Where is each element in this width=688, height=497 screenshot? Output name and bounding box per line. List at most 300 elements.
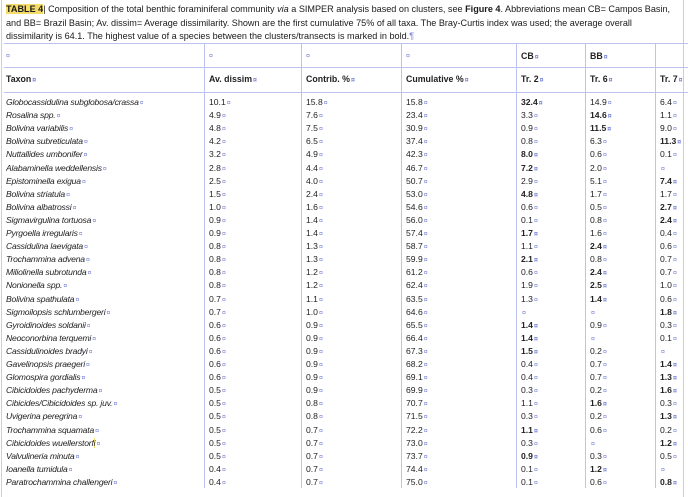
value-cell-cum: 58.7¤ <box>406 241 428 252</box>
value-cell-contrib: 0.7¤ <box>306 437 323 448</box>
value-cell-cum: 59.9¤ <box>406 254 428 265</box>
value-cell-tr2: 1.9¤ <box>521 280 538 291</box>
value-cell-tr2: 7.2¤ <box>521 162 538 173</box>
value-cell-tr7: 0.5¤ <box>660 450 677 461</box>
value-cell-cum: 64.6¤ <box>406 306 428 317</box>
cell-marker-icon: ¤ <box>106 309 111 317</box>
value-cell-tr7: 1.1¤ <box>660 110 677 121</box>
cell-marker-icon: ¤ <box>423 427 428 435</box>
cell-marker-icon: ¤ <box>221 466 226 474</box>
cell-marker-icon: ¤ <box>221 165 226 173</box>
cell-marker-icon: ¤ <box>221 375 226 383</box>
value-cell-tr7: 1.7¤ <box>660 188 677 199</box>
value-cell-dissim: 0.5¤ <box>209 411 226 422</box>
cell-marker-icon: ¤ <box>221 322 226 330</box>
cell-marker-icon: ¤ <box>607 126 612 134</box>
value-cell-contrib: 4.9¤ <box>306 149 323 160</box>
cell-marker-icon: ¤ <box>608 77 613 84</box>
cell-marker-icon: ¤ <box>318 414 323 422</box>
value-cell-cum: 65.5¤ <box>406 319 428 330</box>
value-cell-cum: 53.0¤ <box>406 188 428 199</box>
taxon-cell: Paratrochammina challengeri¤ <box>6 476 118 487</box>
cell-marker-icon: ¤ <box>95 427 99 435</box>
highlight-mark: i <box>93 437 96 448</box>
cell-marker-icon: ¤ <box>602 231 607 238</box>
value-cell-contrib: 0.9¤ <box>306 385 323 396</box>
cell-marker-icon: ¤ <box>92 335 96 343</box>
value-cell-contrib: 0.7¤ <box>306 463 323 474</box>
value-cell-contrib: 6.5¤ <box>306 136 323 147</box>
value-cell-tr2: 4.8¤ <box>521 188 538 199</box>
value-cell-contrib: 0.7¤ <box>306 476 323 487</box>
value-cell-tr2: 0.1¤ <box>521 463 538 474</box>
cell-marker-icon: ¤ <box>63 283 67 291</box>
value-cell-contrib: 4.0¤ <box>306 175 323 186</box>
taxon-cell: Miliolinella subrotunda¤ <box>6 267 92 278</box>
cell-marker-icon: ¤ <box>533 191 538 199</box>
value-cell-cum: 72.2¤ <box>406 424 428 435</box>
cell-marker-icon: ¤ <box>672 204 677 212</box>
cell-marker-icon: ¤ <box>533 204 538 212</box>
cell-marker-icon: ¤ <box>318 244 323 252</box>
value-cell-cum: 61.2¤ <box>406 267 428 278</box>
value-cell-tr7: 0.7¤ <box>660 254 677 265</box>
cell-marker-icon: ¤ <box>672 270 677 278</box>
taxon-cell: Cibicides/Cibicidoides sp. juv.¤ <box>6 398 118 409</box>
value-cell-tr7: 1.2¤ <box>660 437 677 448</box>
cell-marker-icon: ¤ <box>318 139 323 147</box>
cell-marker-icon: ¤ <box>423 466 428 474</box>
cell-marker-icon: ¤ <box>306 53 310 60</box>
cell-marker-icon: ¤ <box>318 479 323 487</box>
value-cell-contrib: 1.4¤ <box>306 228 323 238</box>
cell-marker-icon: ¤ <box>318 466 323 474</box>
cell-marker-icon: ¤ <box>221 204 226 212</box>
taxon-cell: Sigmavirgulina tortuosa¤ <box>6 214 96 225</box>
cell-marker-icon: ¤ <box>78 231 83 238</box>
taxon-cell: Pyrgoella irregularis¤ <box>6 228 83 238</box>
value-cell-dissim: 0.4¤ <box>209 476 226 487</box>
value-cell-contrib: 1.0¤ <box>306 306 323 317</box>
cell-marker-icon: ¤ <box>602 152 607 160</box>
taxon-cell: Cassidulina laevigata¤ <box>6 241 88 252</box>
cell-marker-icon: ¤ <box>423 388 428 396</box>
cell-marker-icon: ¤ <box>423 113 428 121</box>
taxon-cell: Bolivina subreticulata¤ <box>6 136 88 147</box>
table-label: TABLE 4 <box>6 4 44 14</box>
value-cell-cum: 70.7¤ <box>406 398 428 409</box>
value-cell-dissim: 0.5¤ <box>209 424 226 435</box>
cell-marker-icon: ¤ <box>533 414 538 422</box>
cell-marker-icon: ¤ <box>672 152 677 160</box>
value-cell-tr7 <box>660 464 665 476</box>
cell-marker-icon: ¤ <box>221 191 226 199</box>
value-cell-dissim: 0.8¤ <box>209 267 226 278</box>
cell-marker-icon: ¤ <box>602 283 607 291</box>
cell-marker-icon: ¤ <box>81 178 86 186</box>
cell-marker-icon: ¤ <box>318 335 323 343</box>
value-cell-contrib: 1.2¤ <box>306 267 323 278</box>
value-cell-dissim: 10.1¤ <box>209 97 231 107</box>
cell-marker-icon: ¤ <box>318 165 323 173</box>
cell-marker-icon: ¤ <box>84 244 88 252</box>
cell-marker-icon: ¤ <box>533 126 538 134</box>
group-header-bb: BB¤ <box>590 51 608 61</box>
cell-marker-icon: ¤ <box>96 440 101 448</box>
value-cell-tr2: 0.1¤ <box>521 476 538 487</box>
value-cell-tr6 <box>590 307 595 319</box>
cell-marker-icon: ¤ <box>672 309 677 317</box>
cell-marker-icon: ¤ <box>221 440 226 448</box>
cell-marker-icon: ¤ <box>318 322 323 330</box>
cell-marker-icon: ¤ <box>672 335 677 343</box>
value-cell-tr7: 9.0¤ <box>660 123 677 134</box>
cell-marker-icon: ¤ <box>423 100 428 107</box>
caption-text-3: . Abbreviations mean CB= Campos Basin, and BB= Brazil Basin; Av. dissim= Average dissimilarity. Shown are the first cumulative 75% of all taxa. The Bray-Curtis index was used; the average overall dissimilarity is 64.1. The highest value of a species between the clusters/transects is marked in bold. <box>6 4 671 41</box>
cell-marker-icon: ¤ <box>602 414 607 422</box>
cell-marker-icon: ¤ <box>83 152 88 160</box>
value-cell-contrib: 7.6¤ <box>306 110 323 121</box>
cell-marker-icon: ¤ <box>318 453 323 461</box>
cell-marker-icon: ¤ <box>88 348 93 356</box>
value-cell-tr7: 1.3¤ <box>660 411 677 422</box>
value-cell-contrib: 0.9¤ <box>306 332 323 343</box>
cell-marker-icon: ¤ <box>318 362 323 369</box>
value-cell-dissim: 0.9¤ <box>209 214 226 225</box>
taxon-cell: Cibicidoides wuellerstorfi¤ <box>6 437 101 448</box>
cell-marker-icon: ¤ <box>85 362 90 369</box>
taxon-cell: Alabaminella weddellensis¤ <box>6 162 107 173</box>
cell-marker-icon: ¤ <box>323 100 328 107</box>
taxon-cell: Rosalina spp.¤ <box>6 110 61 121</box>
value-cell-tr6: 14.9¤ <box>590 97 612 107</box>
cell-marker-icon: ¤ <box>423 414 428 422</box>
caption-text-2: a SIMPER analysis based on clusters, see <box>288 4 466 14</box>
value-cell-dissim: 0.5¤ <box>209 398 226 409</box>
cell-marker-icon: ¤ <box>661 348 665 356</box>
taxon-cell: Bolivina variabilis¤ <box>6 123 73 134</box>
cell-marker-icon: ¤ <box>672 401 677 409</box>
value-cell-dissim: 0.6¤ <box>209 372 226 383</box>
cell-marker-icon: ¤ <box>221 283 226 291</box>
value-cell-tr6 <box>590 438 595 450</box>
value-cell-tr7: 0.6¤ <box>660 293 677 304</box>
value-cell-cum: 57.4¤ <box>406 228 428 238</box>
cell-marker-icon: ¤ <box>672 100 677 107</box>
cell-marker-icon: ¤ <box>318 126 323 134</box>
value-cell-tr2: 0.3¤ <box>521 411 538 422</box>
value-cell-contrib: 1.6¤ <box>306 201 323 212</box>
cell-marker-icon: ¤ <box>591 440 595 448</box>
value-cell-contrib: 0.9¤ <box>306 372 323 383</box>
cell-marker-icon: ¤ <box>221 270 226 278</box>
value-cell-cum: 67.3¤ <box>406 345 428 356</box>
cell-marker-icon: ¤ <box>672 126 677 134</box>
cell-marker-icon: ¤ <box>318 283 323 291</box>
value-cell-contrib: 7.5¤ <box>306 123 323 134</box>
taxon-cell: Bolivina striatula¤ <box>6 188 70 199</box>
value-cell-tr2: 1.4¤ <box>521 332 538 343</box>
cell-marker-icon: ¤ <box>602 244 607 252</box>
cell-marker-icon: ¤ <box>423 309 428 317</box>
cell-marker-icon: ¤ <box>677 139 682 147</box>
cell-marker-icon: ¤ <box>98 388 103 396</box>
cell-marker-icon: ¤ <box>221 453 226 461</box>
cell-marker-icon: ¤ <box>423 152 428 160</box>
cell-marker-icon: ¤ <box>423 401 428 409</box>
value-cell-tr7: 0.1¤ <box>660 332 677 343</box>
value-cell-tr7: 0.7¤ <box>660 267 677 278</box>
cell-marker-icon: ¤ <box>464 77 469 84</box>
taxon-cell: Gyroidinoides soldanii¤ <box>6 319 91 330</box>
value-cell-cum: 30.9¤ <box>406 123 428 134</box>
cell-marker-icon: ¤ <box>318 113 323 121</box>
value-cell-cum: 62.4¤ <box>406 280 428 291</box>
taxon-cell: Nonionella spp.¤ <box>6 280 67 291</box>
cell-marker-icon: ¤ <box>318 348 323 356</box>
value-cell-tr6: 2.4¤ <box>590 267 607 278</box>
cell-marker-icon: ¤ <box>607 113 612 121</box>
value-cell-contrib: 0.9¤ <box>306 359 323 369</box>
value-cell-tr7: 0.6¤ <box>660 241 677 252</box>
cell-marker-icon: ¤ <box>533 178 538 186</box>
value-cell-tr6: 2.0¤ <box>590 162 607 173</box>
cell-marker-icon: ¤ <box>221 427 226 435</box>
cell-marker-icon: ¤ <box>661 466 665 474</box>
value-cell-dissim: 4.9¤ <box>209 110 226 121</box>
value-cell-tr7: 1.6¤ <box>660 385 677 396</box>
taxon-cell: Nuttallides umbonifer¤ <box>6 149 88 160</box>
value-cell-contrib: 1.1¤ <box>306 293 323 304</box>
value-cell-tr6: 0.7¤ <box>590 372 607 383</box>
cell-marker-icon: ¤ <box>65 191 70 199</box>
value-cell-dissim: 0.5¤ <box>209 450 226 461</box>
value-cell-tr2: 2.9¤ <box>521 175 538 186</box>
value-cell-contrib: 1.3¤ <box>306 241 323 252</box>
value-cell-dissim: 4.8¤ <box>209 123 226 134</box>
cell-marker-icon: ¤ <box>423 204 428 212</box>
value-cell-dissim: 1.0¤ <box>209 201 226 212</box>
cell-marker-icon: ¤ <box>221 257 226 265</box>
cell-marker-icon: ¤ <box>672 414 677 422</box>
cell-marker-icon: ¤ <box>522 309 526 317</box>
value-cell-cum: 15.8¤ <box>406 97 428 107</box>
value-cell-tr6: 1.4¤ <box>590 293 607 304</box>
value-cell-contrib: 4.4¤ <box>306 162 323 173</box>
cell-marker-icon: ¤ <box>672 322 677 330</box>
taxon-cell: Epistominella exigua¤ <box>6 175 86 186</box>
value-cell-cum: 46.7¤ <box>406 162 428 173</box>
table-column-rule <box>204 43 205 488</box>
value-cell-contrib: 15.8¤ <box>306 97 328 107</box>
cell-marker-icon: ¤ <box>672 113 677 121</box>
cell-marker-icon: ¤ <box>253 77 257 84</box>
value-cell-tr2: 0.9¤ <box>521 123 538 134</box>
cell-marker-icon: ¤ <box>6 53 10 60</box>
value-cell-cum: 42.3¤ <box>406 149 428 160</box>
cell-marker-icon: ¤ <box>602 375 607 383</box>
cell-marker-icon: ¤ <box>602 178 607 186</box>
value-cell-contrib: 0.9¤ <box>306 345 323 356</box>
cell-marker-icon: ¤ <box>406 53 410 60</box>
cell-marker-icon: ¤ <box>318 191 323 199</box>
cell-marker-icon: ¤ <box>318 152 323 160</box>
cell-marker-icon: ¤ <box>538 100 543 107</box>
taxon-cell: Uvigerina peregrina¤ <box>6 411 82 422</box>
cell-marker-icon: ¤ <box>602 296 607 304</box>
cell-marker-icon: ¤ <box>318 270 323 278</box>
value-cell-dissim: 0.6¤ <box>209 345 226 356</box>
cell-marker-icon: ¤ <box>672 178 677 186</box>
cell-marker-icon: ¤ <box>318 388 323 396</box>
value-cell-tr2: 1.1¤ <box>521 241 538 252</box>
cell-marker-icon: ¤ <box>221 335 226 343</box>
cell-marker-icon: ¤ <box>602 191 607 199</box>
cell-marker-icon: ¤ <box>423 191 428 199</box>
value-cell-tr7 <box>660 163 665 175</box>
cell-marker-icon: ¤ <box>661 165 665 173</box>
cell-marker-icon: ¤ <box>672 479 677 487</box>
cell-marker-icon: ¤ <box>318 427 323 435</box>
value-cell-tr7: 1.0¤ <box>660 280 677 291</box>
cell-marker-icon: ¤ <box>607 100 612 107</box>
cell-marker-icon: ¤ <box>533 427 538 435</box>
value-cell-tr7: 0.3¤ <box>660 398 677 409</box>
cell-marker-icon: ¤ <box>672 375 677 383</box>
value-cell-tr6: 14.6¤ <box>590 110 612 121</box>
cell-marker-icon: ¤ <box>423 165 428 173</box>
cell-marker-icon: ¤ <box>68 466 73 474</box>
cell-marker-icon: ¤ <box>318 178 323 186</box>
value-cell-contrib: 0.7¤ <box>306 450 323 461</box>
value-cell-tr7: 11.3¤ <box>660 136 682 147</box>
cell-marker-icon: ¤ <box>221 296 226 304</box>
value-cell-dissim: 0.6¤ <box>209 359 226 369</box>
caption-figure-ref[interactable]: Figure 4 <box>465 4 501 14</box>
cell-marker-icon: ¤ <box>533 440 538 448</box>
cell-marker-icon: ¤ <box>533 388 538 396</box>
cell-marker-icon: ¤ <box>533 217 538 225</box>
cell-marker-icon: ¤ <box>602 479 607 487</box>
value-cell-cum: 68.2¤ <box>406 359 428 369</box>
value-cell-cum: 73.0¤ <box>406 437 428 448</box>
cell-marker-icon: ¤ <box>533 152 538 160</box>
value-cell-tr6: 11.5¤ <box>590 123 612 134</box>
value-cell-dissim: 2.8¤ <box>209 162 226 173</box>
value-cell-dissim: 3.2¤ <box>209 149 226 160</box>
value-cell-dissim: 0.8¤ <box>209 241 226 252</box>
cell-marker-icon: ¤ <box>423 231 428 238</box>
value-cell-tr6: 0.2¤ <box>590 345 607 356</box>
value-cell-tr2: 0.1¤ <box>521 214 538 225</box>
cell-marker-icon: ¤ <box>113 479 118 487</box>
cell-marker-icon: ¤ <box>602 217 607 225</box>
cell-marker-icon: ¤ <box>533 113 538 121</box>
value-cell-tr2: 32.4¤ <box>521 97 543 107</box>
cell-marker-icon: ¤ <box>113 401 118 409</box>
value-cell-tr2: 1.5¤ <box>521 345 538 356</box>
cell-marker-icon: ¤ <box>75 453 80 461</box>
value-cell-tr6: 6.3¤ <box>590 136 607 147</box>
cell-marker-icon: ¤ <box>602 401 607 409</box>
cell-marker-icon: ¤ <box>318 231 323 238</box>
cell-marker-icon: ¤ <box>221 309 226 317</box>
value-cell-tr2: 0.6¤ <box>521 267 538 278</box>
cell-marker-icon: ¤ <box>32 77 37 84</box>
cell-marker-icon: ¤ <box>591 309 595 317</box>
cell-marker-icon: ¤ <box>318 401 323 409</box>
cell-marker-icon: ¤ <box>221 244 226 252</box>
value-cell-tr2: 0.8¤ <box>521 136 538 147</box>
cell-marker-icon: ¤ <box>602 204 607 212</box>
cell-marker-icon: ¤ <box>602 257 607 265</box>
cell-marker-icon: ¤ <box>350 77 355 84</box>
taxon-cell: Bolivina albatrossi¤ <box>6 201 77 212</box>
cell-marker-icon: ¤ <box>602 362 607 369</box>
table-column-rule <box>655 43 656 488</box>
cell-marker-icon: ¤ <box>226 100 231 107</box>
cell-marker-icon: ¤ <box>102 165 107 173</box>
cell-marker-icon: ¤ <box>602 388 607 396</box>
value-cell-cum: 75.0¤ <box>406 476 428 487</box>
taxon-cell: Sigmoilopsis schlumbergeri¤ <box>6 306 111 317</box>
taxon-cell: Globocassidulina subglobosa/crassa¤ <box>6 97 144 107</box>
caption-text-1: | Composition of the total benthic foraminiferal community <box>43 4 278 14</box>
value-cell-tr6: 0.2¤ <box>590 411 607 422</box>
value-cell-tr6: 0.8¤ <box>590 254 607 265</box>
value-cell-tr6: 1.2¤ <box>590 463 607 474</box>
value-cell-tr6: 0.5¤ <box>590 201 607 212</box>
value-cell-tr7: 2.4¤ <box>660 214 677 225</box>
cell-marker-icon: ¤ <box>423 296 428 304</box>
value-cell-cum: 73.7¤ <box>406 450 428 461</box>
cell-marker-icon: ¤ <box>672 296 677 304</box>
value-cell-tr6: 0.6¤ <box>590 424 607 435</box>
value-cell-tr2: 1.3¤ <box>521 293 538 304</box>
value-cell-tr2: 1.1¤ <box>521 424 538 435</box>
taxon-cell: Cibicidoides pachyderma¤ <box>6 385 103 396</box>
table-column-rule <box>585 43 586 488</box>
cell-marker-icon: ¤ <box>318 309 323 317</box>
value-cell-contrib: 0.7¤ <box>306 424 323 435</box>
cell-marker-icon: ¤ <box>221 348 226 356</box>
cell-marker-icon: ¤ <box>423 217 428 225</box>
cell-marker-icon: ¤ <box>318 296 323 304</box>
cell-marker-icon: ¤ <box>78 414 82 422</box>
value-cell-dissim: 0.8¤ <box>209 280 226 291</box>
cell-marker-icon: ¤ <box>221 362 226 369</box>
value-cell-tr7: 0.3¤ <box>660 319 677 330</box>
caption-via: via <box>277 4 289 14</box>
cell-marker-icon: ¤ <box>533 165 538 173</box>
value-cell-dissim: 0.7¤ <box>209 293 226 304</box>
value-cell-tr7: 0.2¤ <box>660 424 677 435</box>
value-cell-tr6: 0.9¤ <box>590 319 607 330</box>
column-header: Tr. 2¤ <box>521 74 544 84</box>
cell-marker-icon: ¤ <box>83 139 88 147</box>
cell-marker-icon: ¤ <box>533 139 538 147</box>
value-cell-contrib: 2.4¤ <box>306 188 323 199</box>
cell-marker-icon: ¤ <box>423 362 428 369</box>
value-cell-tr6: 1.6¤ <box>590 228 607 238</box>
value-cell-tr7: 0.8¤ <box>660 476 677 487</box>
value-cell-cum: 63.5¤ <box>406 293 428 304</box>
taxon-cell: Trochammina advena¤ <box>6 254 90 265</box>
cell-marker-icon: ¤ <box>672 191 677 199</box>
cell-marker-icon: ¤ <box>533 257 538 265</box>
cell-marker-icon: ¤ <box>221 414 226 422</box>
value-cell-dissim: 0.8¤ <box>209 254 226 265</box>
